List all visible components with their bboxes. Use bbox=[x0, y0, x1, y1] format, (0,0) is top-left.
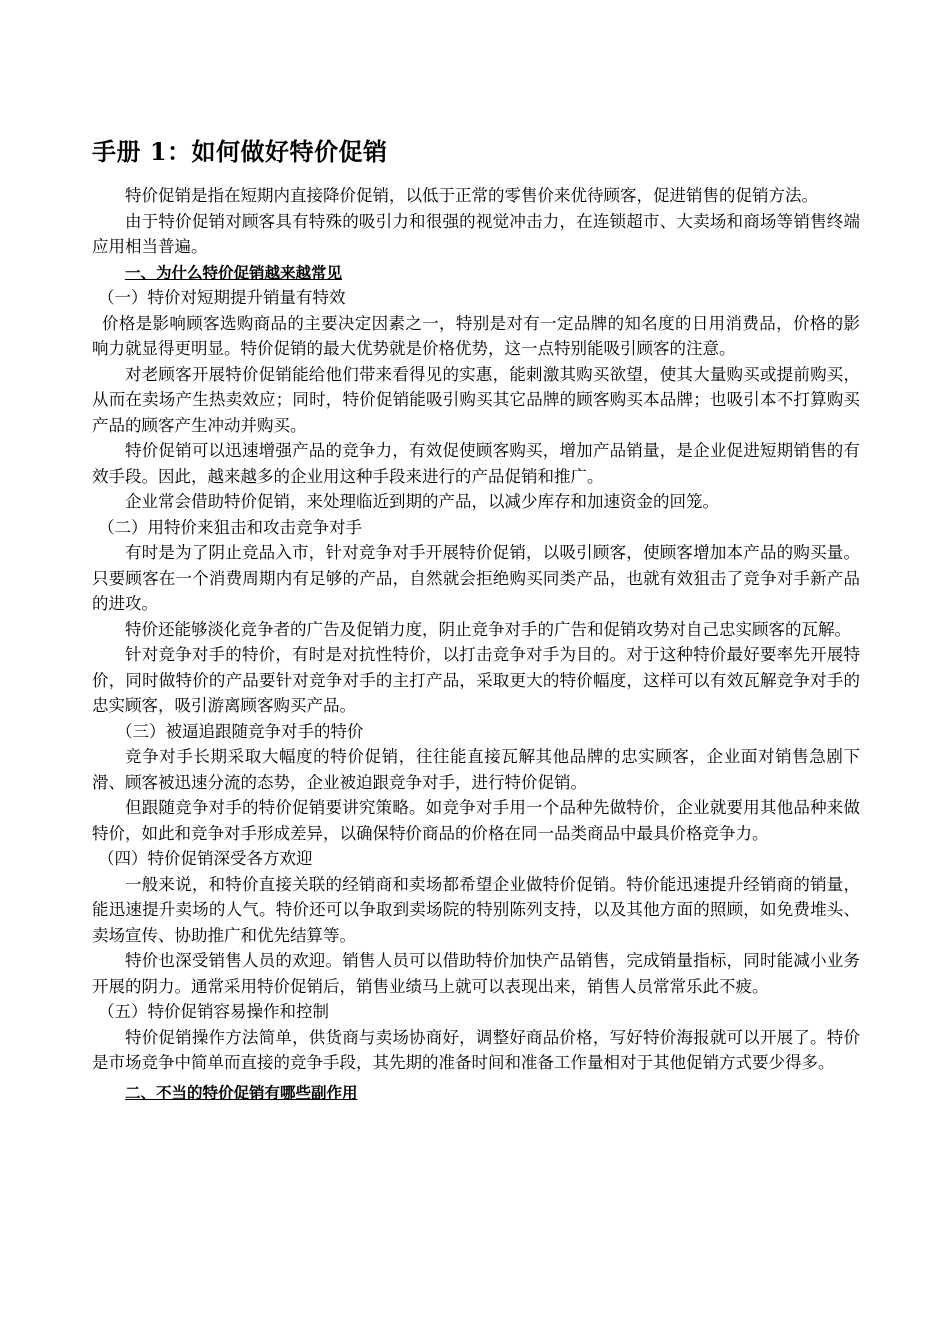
subsection-4-paragraph-1: 一般来说，和特价直接关联的经销商和卖场都希望企业做特价促销。特价能迅速提升经销商的销量，能迅速提升卖场的人气。特价还可以争取到卖场院的特别陈列支持，以及其他方面的照顾，如免费堆头、卖场宣传、协助推广和优先结算等。 bbox=[92, 874, 860, 945]
subsection-4-paragraph-2: 特价也深受销售人员的欢迎。销售人员可以借助特价加快产品销售，完成销量指标，同时能减小业务开展的阴力。通常采用特价促销后，销售业绩马上就可以表现出来，销售人员常常乐此不疲。 bbox=[92, 951, 860, 996]
subsection-4-heading: （四）特价促销深受各方欢迎 bbox=[98, 849, 313, 868]
subsection-1-paragraph-4: 企业常会借助特价促销，来处理临近到期的产品，以减少库存和加速资金的回笼。 bbox=[125, 492, 719, 511]
subsection-3-heading: （三）被逼追跟随竞争对手的特价 bbox=[116, 721, 364, 741]
subsection-2-heading: （二）用特价来狙击和攻击竞争对手 bbox=[98, 517, 362, 537]
subsection-1-paragraph-2: 对老顾客开展特价促销能给他们带来看得见的实惠，能刺激其购买欲望，使其大量购买或提前购买，从而在卖场产生热卖效应；同时，特价促销能吸引购买其它品牌的顾客购买本品牌；也吸引本不打算购买产品的顾客产生冲动并购买。 bbox=[92, 364, 860, 435]
subsection-3-paragraph-1: 竞争对手长期采取大幅度的特价促销，往往能直接瓦解其他品牌的忠实顾客，企业面对销售急剧下滑、顾客被迅速分流的态势，企业被迫跟竞争对手，进行特价促销。 bbox=[92, 747, 860, 792]
subsection-1-paragraph-3: 特价促销可以迅速增强产品的竞争力，有效促使顾客购买，增加产品销量，是企业促进短期销售的有效手段。因此，越来越多的企业用这种手段来进行的产品促销和推广。 bbox=[92, 441, 860, 486]
subsection-2-paragraph-2: 特价还能够淡化竞争者的广告及促销力度，阴止竞争对手的广告和促销攻势对自己忠实顾客的瓦解。 bbox=[125, 619, 851, 639]
section-2-heading: 二、不当的特价促销有哪些副作用 bbox=[125, 1082, 358, 1102]
intro-paragraph-1: 特价促销是指在短期内直接降价促销，以低于正常的零售价来优待顾客，促进销售的促销方法。 bbox=[125, 186, 818, 205]
intro-paragraph-2: 由于特价促销对顾客具有特殊的吸引力和很强的视觉冲击力，在连锁超市、大卖场和商场等销售终端应用相当普遍。 bbox=[92, 211, 860, 256]
document-title: 手册 1：如何做好特价促销 bbox=[92, 137, 388, 166]
subsection-1-paragraph-1: 价格是影响顾客选购商品的主要决定因素之一，特别是对有一定品牌的知名度的日用消费品，价格的影响力就显得更明显。特价促销的最大优势就是价格优势，这一点特别能吸引顾客的注意。 bbox=[92, 313, 860, 358]
subsection-2-paragraph-1: 有时是为了阴止竞品入市，针对竞争对手开展特价促销，以吸引顾客，使顾客增加本产品的购买量。只要顾客在一个消费周期内有足够的产品，自然就会拒绝购买同类产品，也就有效狙击了竞争对手新产品的进攻。 bbox=[92, 543, 860, 613]
subsection-1-heading: （一）特价对短期提升销量有特效 bbox=[98, 288, 346, 307]
subsection-2-paragraph-3: 针对竞争对手的特价，有时是对抗性特价，以打击竞争对手为目的。对于这种特价最好要率先开展特价，同时做特价的产品要针对竞争对手的主打产品，采取更大的特价幅度，这样可以有效瓦解竞争对手的忠实顾客，吸引游离顾客购买产品。 bbox=[92, 645, 860, 715]
subsection-3-paragraph-2: 但跟随竞争对手的特价促销要讲究策略。如竞争对手用一个品种先做特价，企业就要用其他品种来做特价，如此和竞争对手形成差异，以确保特价商品的价格在同一品类商品中最具价格竞争力。 bbox=[92, 798, 860, 843]
subsection-5-heading: （五）特价促销容易操作和控制 bbox=[98, 1002, 329, 1021]
section-1-heading: 一、为什么特价促销越来越常见 bbox=[125, 262, 343, 282]
document-page bbox=[92, 136, 860, 1105]
subsection-5-paragraph-1: 特价促销操作方法简单，供货商与卖场协商好，调整好商品价格，写好特价海报就可以开展了。特价是市场竞争中简单而直接的竞争手段，其先期的准备时间和准备工作量相对于其他促销方式要少得多。 bbox=[92, 1027, 860, 1072]
